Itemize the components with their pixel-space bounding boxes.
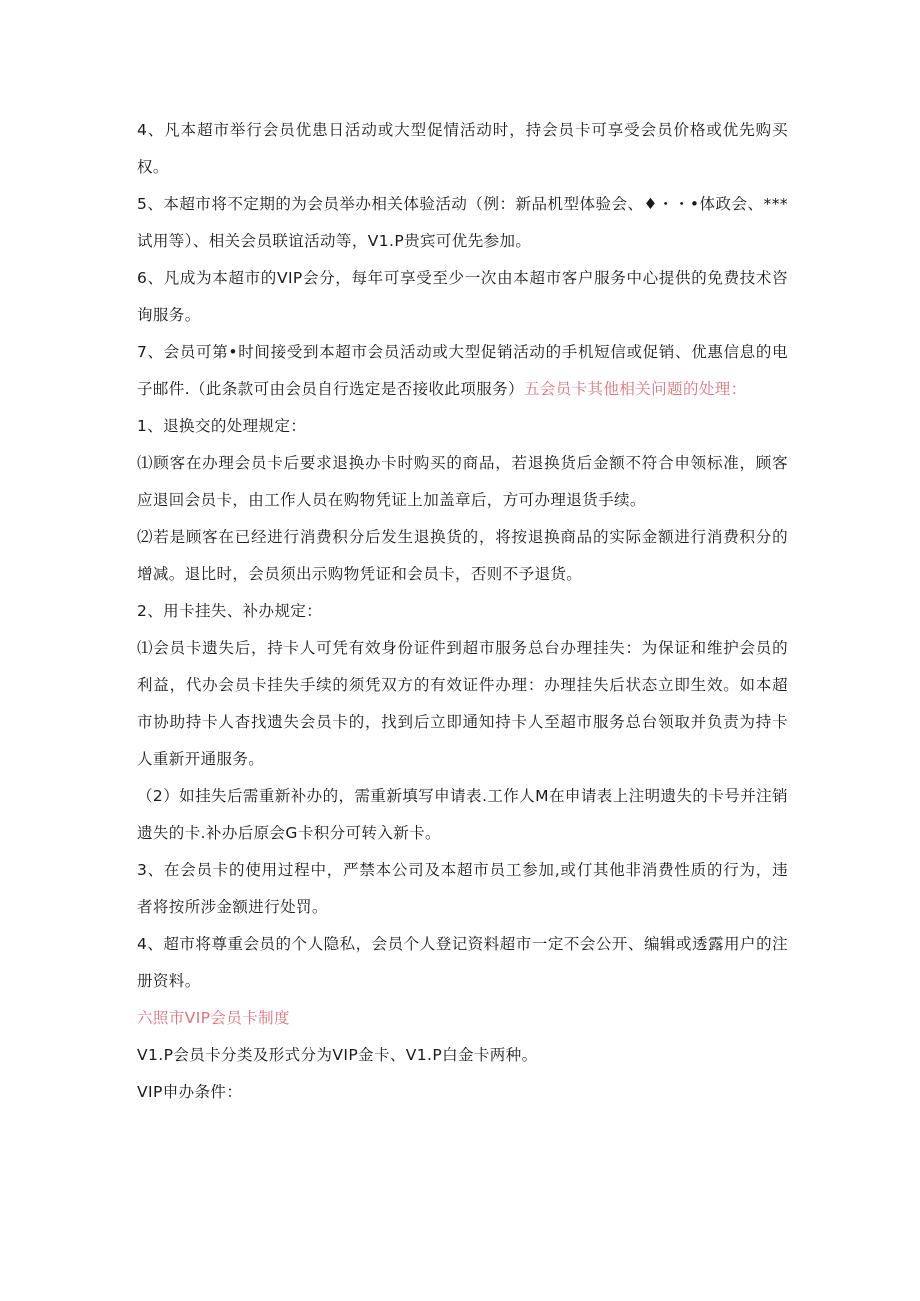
paragraph-loss-rule-1: ⑴会员卡遗失后，持卡人可凭有效身份证件到超市服务总台办理挂失：为保证和维护会员的利益，代办会员卡挂失手续的须凭双方的有效证件办理：办理挂失后状态立即生效。如本超市协助持卡人杳找遗失会员卡的，找到后立即通知持卡人至超市服务总台领取并负责为持卡人重新开通服务。 — [137, 639, 788, 768]
paragraph-experience-events: 5、本超市将不定期的为会员举办相关体验活动（例：新品机型体验会、♦・・•体政会、***试用等）、相关会员联谊活动等，V1.P贵宾可优先参加。 — [137, 195, 788, 250]
section-heading-vip-system: 六照市VIP会员卡制度 — [137, 1009, 290, 1027]
paragraph-return-rule-2: ⑵若是顾客在已经进行消费积分后发生退换货的，将按退换商品的实际金额进行消费积分的增减。退比时，会员须出示购物凭证和会员卡，否则不予退货。 — [137, 528, 788, 583]
section-heading-other-issues: 五会员卡其他相关问题的处理： — [523, 380, 747, 398]
paragraph-sms-email-text: 7、会员可第•时间接受到本超市会员活动或大型促销活动的手机短信或促销、优惠信息的电子邮件.（此条款可由会员自行选定是否接收此项服务） — [137, 343, 788, 398]
paragraph-privacy: 4、超市将尊重会员的个人隐私，会员个人登记资料超市一定不会公开、编辑或透露用户的注册资料。 — [137, 935, 788, 990]
paragraph-tech-consulting: 6、凡成为本超市的VIP会分，每年可享受至少一次由本超市客户服务中心提供的免费技术咨询服务。 — [137, 269, 788, 324]
paragraph-loss-rule-2: （2）如挂失后需重新补办的，需重新填写申请表.工作人M在申请表上注明遗失的卡号并注销遗失的卡.补办后原会G卡积分可转入新卡。 — [137, 787, 788, 842]
paragraph-return-rule-1: ⑴顾客在办理会员卡后要求退换办卡时购买的商品，若退换货后金额不符合申领标准，顾客应退回会员卡，由工作人员在购物凭证上加盖章后，方可办理退货手续。 — [137, 454, 788, 509]
paragraph-return-rules-title: 1、退换交的处理规定： — [137, 417, 307, 435]
paragraph-sms-email — [137, 334, 788, 408]
paragraph-vip-card-types: V1.P会员卡分类及形式分为VIP金卡、V1.P白金卡两种。 — [137, 1046, 538, 1064]
paragraph-member-discount-day: 4、凡本超市举行会员优患日活动或大型促情活动时，持会员卡可享受会员价格或优先购买权。 — [137, 121, 788, 176]
paragraph-staff-prohibition: 3、在会员卡的使用过程中，严禁本公司及本超市员工参加,或仃其他非消费性质的行为，违者将按所涉金额进行处罚。 — [137, 861, 788, 916]
paragraph-vip-conditions: VIP申办条件： — [137, 1083, 243, 1101]
paragraph-loss-rules-title: 2、用卡挂失、补办规定： — [137, 602, 323, 620]
